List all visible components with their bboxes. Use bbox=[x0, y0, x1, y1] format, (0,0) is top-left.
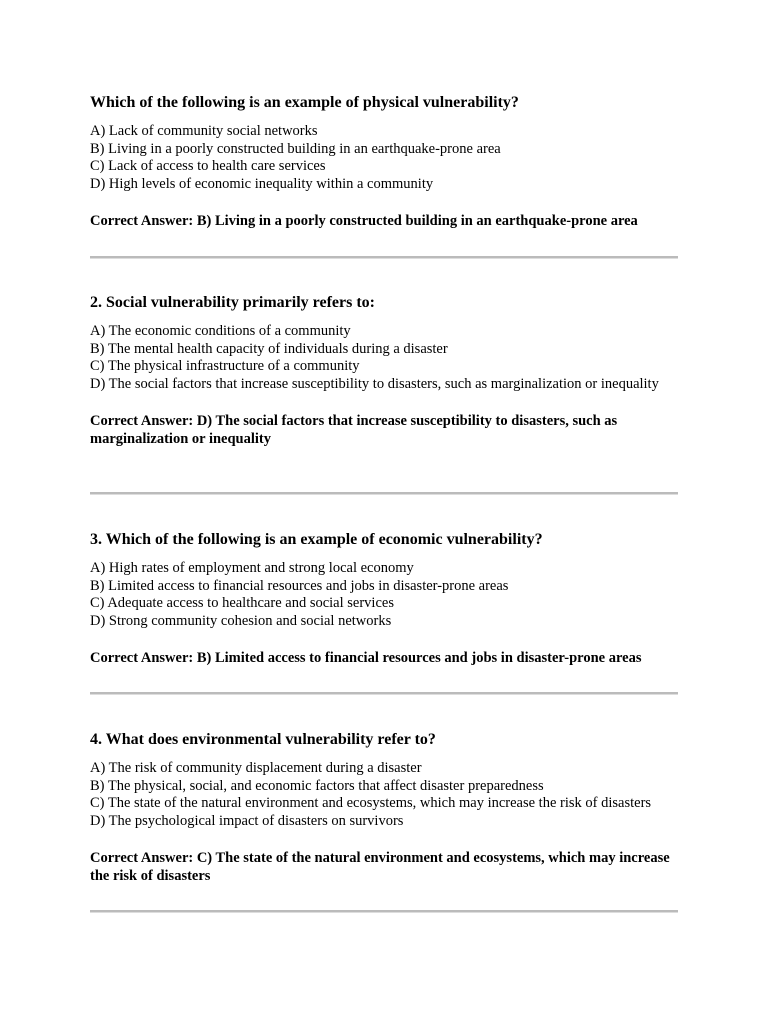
question-1-option-c: C) Lack of access to health care services bbox=[90, 158, 326, 175]
question-1 bbox=[90, 93, 678, 230]
question-3-answer: Correct Answer: B) Limited access to financial resources and jobs in disaster-prone areas bbox=[90, 649, 642, 666]
question-4-option-c: C) The state of the natural environment and ecosystems, which may increase the risk of disasters bbox=[90, 795, 652, 812]
question-1-option-b: B) Living in a poorly constructed building in an earthquake-prone area bbox=[90, 140, 501, 157]
question-4-answer: Correct Answer: C) The state of the natural environment and ecosystems, which may increase the risk of disasters bbox=[90, 849, 670, 884]
question-3-option-b: B) Limited access to financial resources and jobs in disaster-prone areas bbox=[90, 577, 509, 594]
question-2 bbox=[90, 293, 678, 448]
divider-2 bbox=[90, 492, 678, 495]
question-2-option-d: D) The social factors that increase susceptibility to disasters, such as marginalization or inequality bbox=[90, 376, 659, 393]
question-1-answer: Correct Answer: B) Living in a poorly constructed building in an earthquake-prone area bbox=[90, 212, 638, 229]
question-4-option-b: B) The physical, social, and economic factors that affect disaster preparedness bbox=[90, 777, 544, 794]
question-3-title: 3. Which of the following is an example of economic vulnerability? bbox=[90, 531, 543, 548]
question-2-option-a: A) The economic conditions of a community bbox=[90, 323, 351, 339]
question-4-options bbox=[90, 760, 678, 831]
divider-1 bbox=[90, 256, 678, 259]
question-2-title: 2. Social vulnerability primarily refers to: bbox=[90, 294, 375, 311]
question-1-option-a: A) Lack of community social networks bbox=[90, 123, 318, 139]
question-3-option-a: A) High rates of employment and strong local economy bbox=[90, 560, 414, 576]
divider-3 bbox=[90, 692, 678, 695]
question-2-option-c: C) The physical infrastructure of a community bbox=[90, 358, 360, 375]
question-4-option-d: D) The psychological impact of disasters on survivors bbox=[90, 813, 404, 830]
question-3-option-c: C) Adequate access to healthcare and social services bbox=[90, 595, 394, 612]
question-3-options bbox=[90, 560, 678, 631]
question-1-title: Which of the following is an example of physical vulnerability? bbox=[90, 94, 519, 111]
question-2-option-b: B) The mental health capacity of individuals during a disaster bbox=[90, 340, 448, 357]
divider-4 bbox=[90, 910, 678, 913]
question-2-answer: Correct Answer: D) The social factors that increase susceptibility to disasters, such as marginalization or inequality bbox=[90, 412, 618, 447]
question-3-option-d: D) Strong community cohesion and social networks bbox=[90, 613, 392, 630]
question-4 bbox=[90, 730, 678, 885]
question-2-options bbox=[90, 323, 678, 394]
question-3 bbox=[90, 530, 678, 667]
question-1-options bbox=[90, 123, 678, 194]
question-4-title: 4. What does environmental vulnerability refer to? bbox=[90, 731, 436, 748]
question-1-option-d: D) High levels of economic inequality within a community bbox=[90, 176, 434, 193]
question-4-option-a: A) The risk of community displacement during a disaster bbox=[90, 760, 422, 776]
